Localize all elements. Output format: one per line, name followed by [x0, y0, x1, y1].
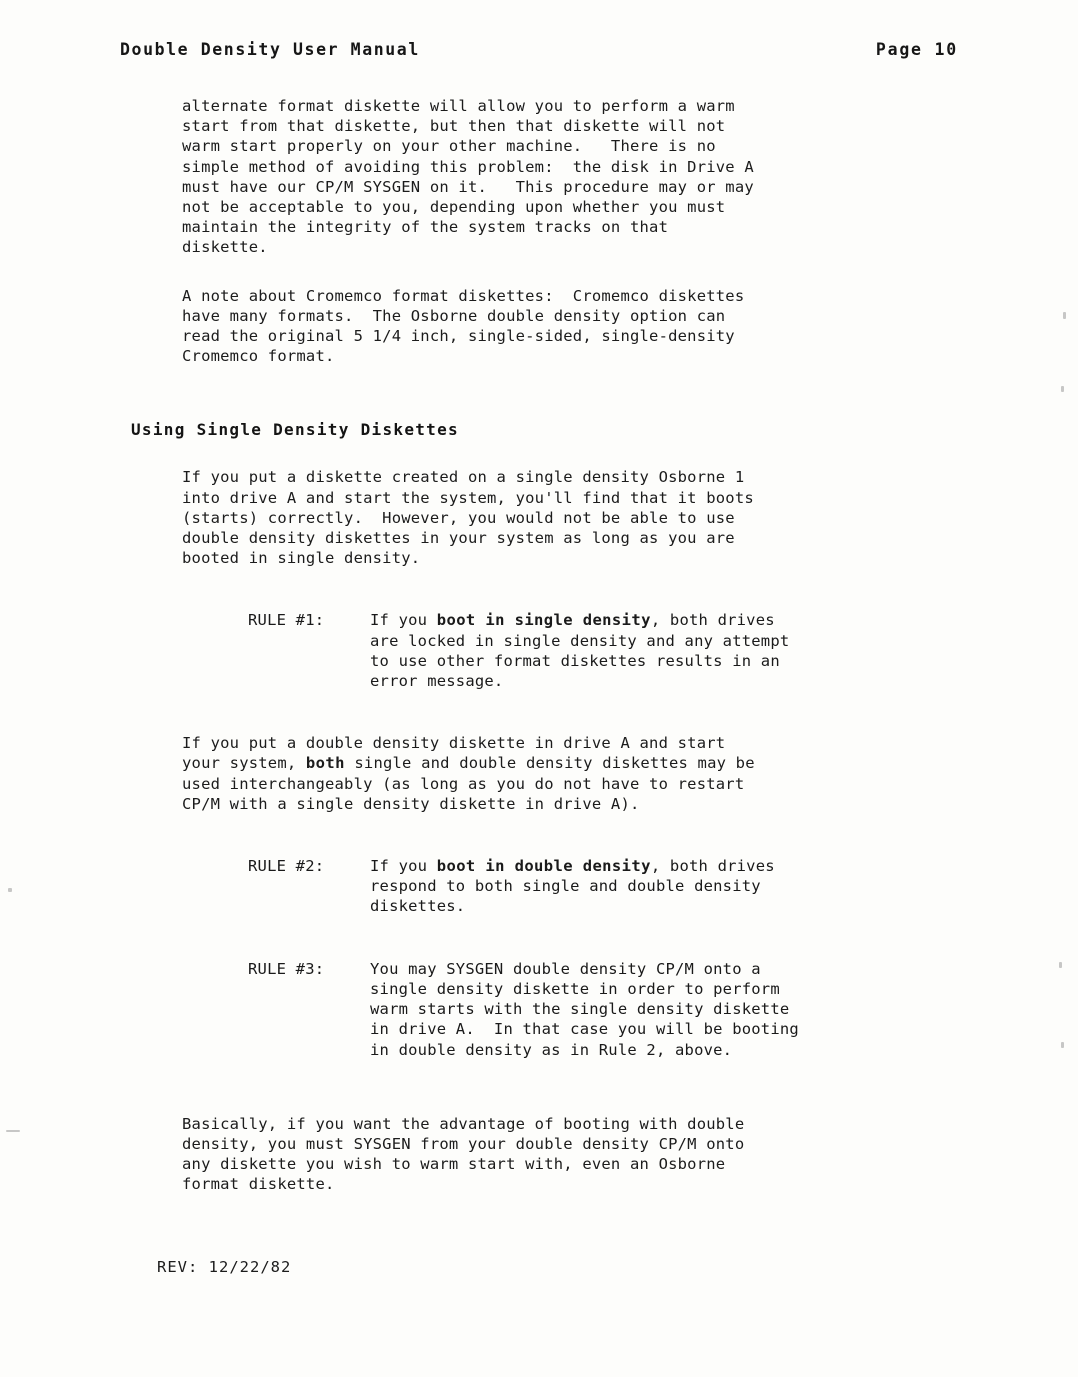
- section-gap: [0, 366, 1078, 420]
- rule1-gap: [0, 568, 1078, 610]
- rule-2-label: RULE #2:: [248, 857, 325, 876]
- rule-2-text-before: If you: [370, 857, 437, 876]
- rule-2-text: [370, 856, 950, 917]
- page-content: [0, 96, 1078, 1195]
- paragraph-4-emphasis: both: [305, 754, 345, 773]
- paragraph-basically: Basically, if you want the advantage of booting with double density, you must SYSGEN from your double density CP/M onto any diskette you wish to warm start with, even an Osborne format diskette.: [182, 1114, 745, 1194]
- rule-1-text-after: , both drives are locked in single density and any attempt to use other format diskettes results in an error message.: [370, 611, 790, 691]
- paragraph-alternate-format: alternate format diskette will allow you to perform a warm start from that diskette, but then that diskette will not warm start properly on your other machine. There is no simple method of avoiding this problem: the disk in Drive A must have our CP/M SYSGEN on it. This procedure may or may not be acceptable to you, depending upon whether you must maintain the integrity of the system tracks on that diskette.: [182, 97, 754, 257]
- paragraph-4-after: single and double density diskettes may be used interchangeably (as long as you do not have to restart CP/M with a single density diskette in drive A).: [182, 754, 755, 813]
- paragraph-gap: [0, 258, 1078, 286]
- rule-1-text-before: If you: [370, 611, 437, 630]
- page-number: Page 10: [875, 40, 958, 59]
- rule-1-label: RULE #1:: [248, 611, 325, 630]
- paragraph-cromemco-note: A note about Cromemco format diskettes: Cromemco diskettes have many formats. The Osborne double density option can read the original 5 1/4 inch, single-sided, single-density Cromemco format.: [182, 286, 745, 366]
- scan-artifact-mark: [1061, 1042, 1064, 1048]
- rule-2: [248, 856, 1078, 917]
- rule-3-text: You may SYSGEN double density CP/M onto a single density diskette in order to perform warm starts with the single density diskette in drive A. In that case you will be booting in double density as in Rule 2, above.: [370, 959, 799, 1059]
- rule-1-emphasis: boot in single density: [436, 611, 651, 630]
- scan-artifact-mark: [1061, 386, 1064, 392]
- rule3-gap: [0, 917, 1078, 959]
- rule2-gap: [0, 814, 1078, 856]
- rule-3-label: RULE #3:: [248, 959, 325, 978]
- paragraph-double-density-boot: [182, 733, 942, 814]
- heading-gap: [0, 439, 1078, 467]
- scan-artifact-mark: [6, 1130, 20, 1132]
- revision-footer: REV: 12/22/82: [157, 1258, 292, 1276]
- page-header: [120, 40, 958, 59]
- rule-1: [248, 610, 1078, 691]
- paragraph-single-density-boot: If you put a diskette created on a single density Osborne 1 into drive A and start the system, you'll find that it boots (starts) correctly. However, you would not be able to use double density diskettes in your system as long as you are booted in single density.: [182, 468, 754, 568]
- scan-artifact-mark: [1063, 312, 1066, 319]
- rule-2-text-after: , both drives respond to both single and double density diskettes.: [370, 857, 775, 916]
- section-heading-single-density: Using Single Density Diskettes: [131, 420, 459, 440]
- rule-1-text: [370, 610, 950, 691]
- rule-2-emphasis: boot in double density: [436, 857, 651, 876]
- rule1-after-gap: [0, 691, 1078, 733]
- paragraph-4-before: If you put a double density diskette in drive A and start your system,: [182, 734, 726, 773]
- rule-3: [248, 959, 1078, 1060]
- manual-title: Double Density User Manual: [120, 40, 420, 59]
- scan-artifact-mark: [1059, 962, 1062, 968]
- scan-artifact-mark: [8, 888, 12, 892]
- closing-gap: [0, 1060, 1078, 1114]
